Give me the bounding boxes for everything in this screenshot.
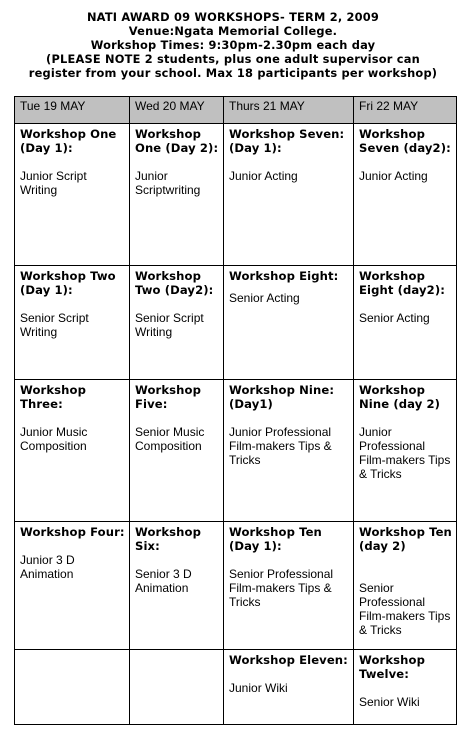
table-cell [15, 266, 130, 380]
workshop-title: Workshop Nine: (Day1) [229, 383, 335, 411]
workshop-description: Junior Acting [359, 169, 428, 183]
table-header-row [15, 97, 457, 124]
workshop-description: Senior Professional Film-makers Tips & Tricks [359, 581, 451, 637]
table-cell [354, 266, 457, 380]
workshop-title: Workshop Seven: (Day 1): [229, 127, 345, 155]
workshop-description: Junior Professional Film-makers Tips & Tricks [229, 425, 332, 467]
workshop-description: Junior Script Writing [20, 169, 87, 197]
table-row [15, 650, 457, 725]
workshop-title: Workshop One (Day 2): [135, 127, 219, 155]
workshop-description: Senior Script Writing [20, 311, 89, 339]
table-cell [15, 650, 130, 725]
table-cell [354, 380, 457, 522]
document-header [0, 10, 466, 80]
table-cell [130, 380, 224, 522]
workshop-description: Junior Professional Film-makers Tips & Tricks [359, 425, 451, 481]
workshop-title: Workshop Two (Day2): [135, 269, 214, 297]
table-cell [15, 380, 130, 522]
workshop-title: Workshop Ten (day 2) [359, 525, 452, 553]
workshop-description: Junior Acting [229, 169, 298, 183]
workshop-title: Workshop Eight: [229, 269, 339, 283]
workshop-title: Workshop Twelve: [359, 653, 425, 681]
workshop-description: Junior Wiki [229, 681, 288, 695]
table-row [15, 522, 457, 650]
header-venue: Venue:Ngata Memorial College. [128, 24, 338, 38]
header-times: Workshop Times: 9:30pm-2.30pm each day [90, 38, 376, 52]
table-cell [130, 650, 224, 725]
workshop-title: Workshop Six: [135, 525, 201, 553]
table-row [15, 380, 457, 522]
workshop-title: Workshop Nine (day 2) [359, 383, 441, 411]
table-cell [354, 522, 457, 650]
workshop-title: Workshop Seven (day2): [359, 127, 451, 155]
workshop-description: Senior Acting [359, 311, 430, 325]
workshop-title: Workshop Two (Day 1): [20, 269, 116, 297]
workshop-description: Senior 3 D Animation [135, 567, 192, 595]
table-cell [15, 124, 130, 266]
table-cell [354, 650, 457, 725]
table-cell [224, 124, 354, 266]
column-header-tue: Tue 19 MAY [15, 97, 130, 124]
table-cell [130, 522, 224, 650]
workshop-title: Workshop One (Day 1): [20, 127, 117, 155]
table-cell [224, 380, 354, 522]
table-row [15, 124, 457, 266]
table-cell [130, 266, 224, 380]
workshop-title: Workshop Eight (day2): [359, 269, 445, 297]
table-cell [354, 124, 457, 266]
column-header-thurs: Thurs 21 MAY [224, 97, 354, 124]
table-cell [224, 266, 354, 380]
column-header-wed: Wed 20 MAY [130, 97, 224, 124]
header-note-continued: register from your school. Max 18 participants per workshop) [28, 66, 438, 80]
table-row [15, 266, 457, 380]
workshop-title: Workshop Eleven: [229, 653, 348, 667]
workshop-description: Senior Script Writing [135, 311, 204, 339]
table-cell [130, 124, 224, 266]
workshop-description: Junior Music Composition [20, 425, 88, 453]
header-title: NATI AWARD 09 WORKSHOPS- TERM 2, 2009 [86, 10, 380, 24]
workshop-description: Senior Acting [229, 291, 300, 305]
header-note: (PLEASE NOTE 2 students, plus one adult supervisor can [46, 52, 420, 66]
table-cell [224, 650, 354, 725]
table-cell [224, 522, 354, 650]
workshop-description: Senior Music Composition [135, 425, 205, 453]
table-cell [15, 522, 130, 650]
workshop-description: Senior Professional Film-makers Tips & Tricks [229, 567, 334, 609]
workshop-title: Workshop Three: [20, 383, 86, 411]
workshop-schedule-table [14, 96, 457, 725]
workshop-description: Junior 3 D Animation [20, 553, 75, 581]
workshop-title: Workshop Four: [20, 525, 125, 539]
workshop-title: Workshop Five: [135, 383, 201, 411]
workshop-description: Senior Wiki [359, 695, 420, 709]
workshop-title: Workshop Ten (Day 1): [229, 525, 322, 553]
column-header-fri: Fri 22 MAY [354, 97, 457, 124]
workshop-description: Junior Scriptwriting [135, 169, 201, 197]
